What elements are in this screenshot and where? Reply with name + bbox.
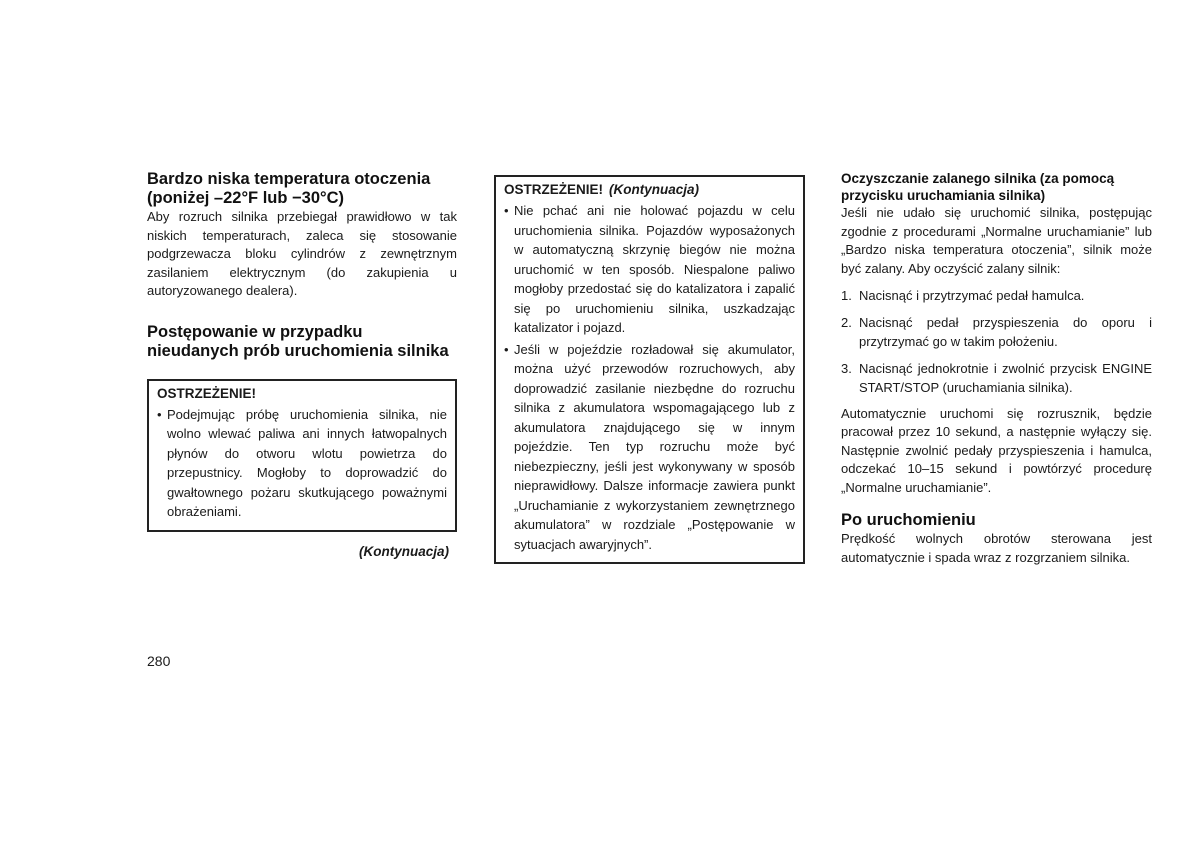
warning-title: OSTRZEŻENIE! — [157, 385, 257, 401]
warning-continued-label: (Kontynuacja) — [609, 182, 700, 197]
warning-title-continued — [504, 180, 795, 199]
page-number: 280 — [147, 653, 171, 669]
warning-title: OSTRZEŻENIE! — [504, 182, 604, 197]
heading-low-temperature: Bardzo niska temperatura otoczenia (poniżej –22°F lub −30°C) — [147, 170, 431, 207]
paragraph-starter-runs: Automatycznie uruchomi się rozrusznik, będzie pracował przez 10 sekund, a następnie wyłączy się. Następnie zwolnić pedały przyspieszenia i hamulca, odczekać 10–15 sekund i powtórzyć procedurę „Normalne uruchamianie”. — [841, 405, 1152, 495]
paragraph-idle-speed: Prędkość wolnych obrotów sterowana jest automatycznie i spada wraz z rozgrzaniem silnika. — [841, 531, 1152, 565]
column-right — [841, 170, 1152, 567]
bullet-dot-icon: • — [157, 406, 162, 422]
column-middle — [494, 175, 805, 564]
warning-bullet-text: Podejmując próbę uruchomienia silnika, nie wolno wlewać paliwa ani innych łatwopalnych płynów do otworu wlotu powietrza do przepustnicy. Mogłoby to doprowadzić do gwałtownego pożaru skutkującego poważnymi obrażeniami. — [167, 406, 447, 519]
heading-after-start: Po uruchomieniu — [841, 511, 976, 529]
warning-box-continued — [494, 175, 805, 564]
heading-flooded-engine: Oczyszczanie zalanego silnika (za pomocą przycisku uruchamiania silnika) — [841, 171, 1115, 203]
list-item: 2. Nacisnąć pedał przyspieszenia do oporu i przytrzymać go w takim położeniu. — [841, 314, 1152, 349]
warning-bullet-push — [504, 201, 795, 338]
bullet-dot-icon: • — [504, 203, 509, 218]
continued-label: (Kontynuacja) — [358, 543, 449, 559]
warning-bullet-text: Jeśli w pojeździe rozładował się akumulator, można użyć przewodów rozruchowych, aby doprowadzić zasilanie niezbędne do rozruchu silnika z akumulatora wspomagającego lub z akumulatora znajdującego się w innym pojeździe. Ten typ rozruchu może być niebezpieczny, jeśli jest wykonywany w sposób nieprawidłowy. Dalsze informacje zawiera punkt „Uruchamianie z wykorzystaniem zewnętrznego akumulatora” w rozdziale „Postępowanie w sytuacjach awaryjnych”. — [514, 341, 795, 552]
warning-box-fuel — [147, 379, 457, 532]
list-item: 1. Nacisnąć i przytrzymać pedał hamulca. — [841, 288, 1085, 303]
steps-list — [841, 286, 1152, 398]
column-left — [147, 170, 457, 559]
heading-failed-start: Postępowanie w przypadku nieudanych prób uruchomienia silnika — [147, 322, 449, 360]
warning-bullet-fuel — [157, 405, 447, 522]
paragraph-flooded-intro: Jeśli nie udało się uruchomić silnika, postępując zgodnie z procedurami „Normalne uruchamianie” lub „Bardzo niska temperatura otoczenia”, silnik może być zalany. Aby oczyścić zalany silnik: — [841, 205, 1152, 276]
warning-bullet-jumpstart — [504, 340, 795, 555]
warning-bullet-text: Nie pchać ani nie holować pojazdu w celu uruchomienia silnika. Pojazdów wyposażonych w automatyczną skrzynię biegów nie można uruchomić w ten sposób. Niespalone paliwo mogłoby przedostać się do katalizatora i zapalić się po uruchomieniu silnika, uszkadzając katalizator i pojazd. — [514, 203, 795, 335]
paragraph-block-heater: Aby rozruch silnika przebiegał prawidłowo w tak niskich temperaturach, zaleca się stosowanie podgrzewacza bloku cylindrów z zewnętrznym zasilaniem elektrycznym (do zakupienia u autoryzowanego dealera). — [147, 209, 457, 298]
list-item: 3. Nacisnąć jednokrotnie i zwolnić przycisk ENGINE START/STOP (uruchamiania silnika). — [841, 360, 1152, 395]
bullet-dot-icon: • — [504, 341, 509, 357]
